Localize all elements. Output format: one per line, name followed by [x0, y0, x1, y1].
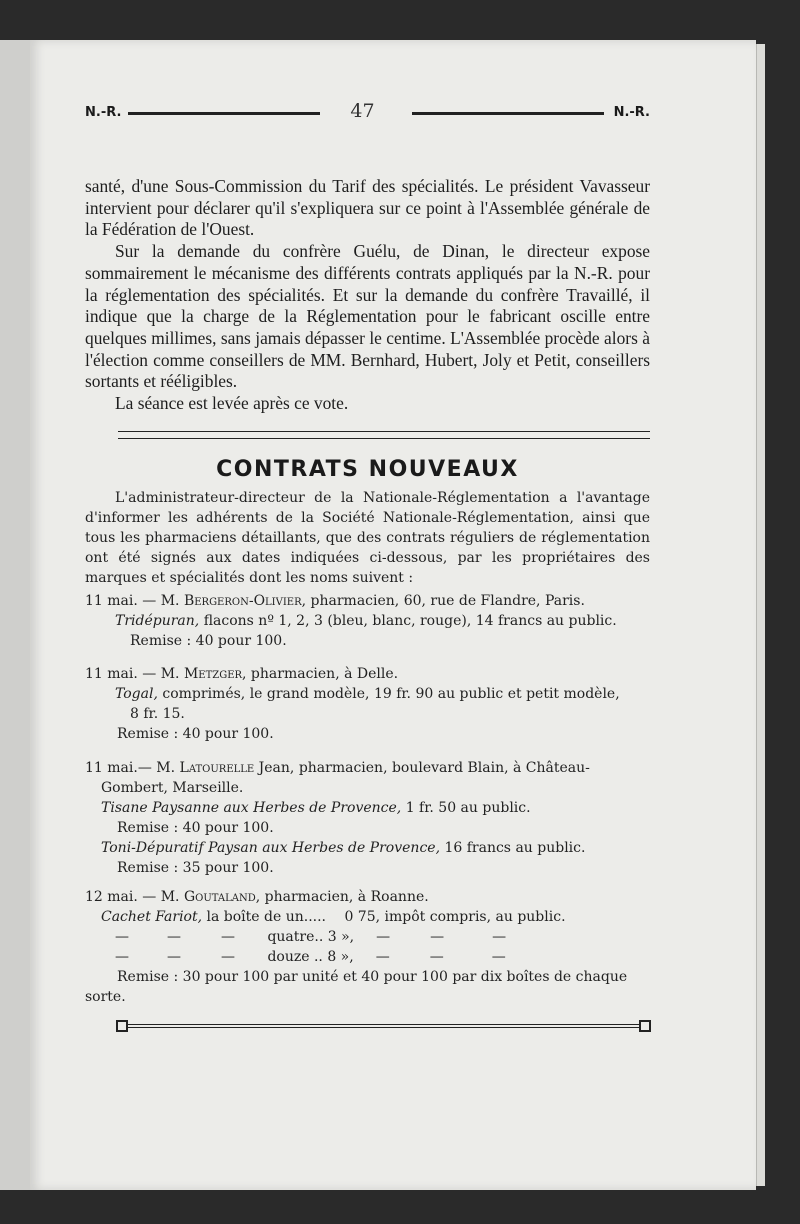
product-name: Cachet Fariot,	[101, 909, 203, 925]
remise: Remise : 40 pour 100.	[130, 633, 287, 649]
entry-name: Bergeron-Olivier	[183, 593, 302, 609]
page-stack-edge	[756, 44, 765, 1186]
ditto-dash: —	[375, 949, 390, 965]
price-row-label: quatre..	[267, 929, 324, 945]
ditto-dash: —	[115, 929, 129, 945]
product-detail: flacons nº 1, 2, 3 (bleu, blanc, rouge), 14 francs au public.	[199, 613, 617, 629]
ditto-dash: —	[492, 929, 507, 945]
header-left-label: N.-R.	[85, 105, 122, 120]
entry-name: Goutaland	[183, 889, 256, 905]
entry-date: 12 mai. — M.	[85, 889, 180, 905]
header-right-label: N.-R.	[613, 105, 650, 120]
entry-name: Latourelle	[179, 760, 255, 776]
entry-date: 11 mai. — M.	[85, 666, 180, 682]
ditto-dash: —	[491, 949, 506, 965]
price-value: 8 »,	[327, 949, 354, 965]
facing-page-edge	[0, 40, 31, 1190]
contract-entry	[85, 664, 650, 744]
product-name: Tridépuran,	[115, 613, 200, 629]
entry-detail: , pharmacien, à Roanne.	[255, 889, 429, 905]
remise-cont: sorte.	[85, 989, 126, 1005]
product-detail: 16 francs au public.	[440, 840, 586, 856]
section-divider	[118, 438, 650, 439]
intro-text	[85, 176, 650, 415]
price-note: impôt compris, au public.	[384, 909, 566, 925]
ditto-dash: —	[221, 949, 235, 965]
price-row-label: douze ..	[267, 949, 323, 965]
intro-paragraph: La séance est levée après ce vote.	[115, 393, 349, 414]
entry-date: 11 mai.— M.	[85, 760, 176, 776]
product-detail: 1 fr. 50 au public.	[401, 800, 531, 816]
price-value: 3 »,	[327, 929, 355, 945]
ditto-dash: —	[167, 929, 181, 945]
remise: Remise : 35 pour 100.	[117, 860, 274, 876]
entry-name: Metzger	[183, 666, 243, 682]
header-rule-left	[128, 112, 320, 115]
page-number: 47	[350, 100, 375, 122]
product-detail-cont: 8 fr. 15.	[130, 706, 185, 722]
ditto-dash: —	[430, 929, 445, 945]
ditto-dash: —	[221, 929, 235, 945]
header-rule-right	[412, 112, 604, 115]
contract-entry	[85, 591, 650, 651]
intro-paragraph: Sur la demande du confrère Guélu, de Dinan, le directeur expose sommairement le mécanisme des différents contrats appliqués par la N.-R. pour la réglementation des spécialités. Et sur la demande du confrère Travaillé, il indique que la charge de la Réglementation pour le fabricant oscille entre quelques millimes, sans jamais dépasser le centime. L'Assemblée procède alors à l'élection comme conseillers de MM. Bernhard, Hubert, Joly et Petit, conseillers sortants et rééligibles.	[85, 241, 650, 392]
footer-rule	[116, 1020, 651, 1032]
entry-detail: Jean, pharmacien, boulevard Blain, à Château-	[254, 760, 590, 776]
ditto-dash: —	[429, 949, 444, 965]
ditto-dash: —	[376, 929, 391, 945]
entry-date: 11 mai. — M.	[85, 593, 180, 609]
price-value: 0 75,	[344, 909, 381, 925]
section-title: CONTRATS NOUVEAUX	[216, 457, 519, 482]
remise: Remise : 40 pour 100.	[117, 820, 274, 836]
product-name: Tisane Paysanne aux Herbes de Provence,	[101, 800, 402, 816]
price-row-label: la boîte de un.....	[202, 909, 326, 925]
lead-paragraph: L'administrateur-directeur de la Nationale-Réglementation a l'avantage d'informer les adhérents de la Société Nationale-Réglementation, ainsi que tous les pharmaciens détaillants, que des contrats réguliers de réglementation ont été signés aux dates indiquées ci-dessous, par les propriétaires des marques et spécialités dont les noms suivent :	[85, 490, 650, 586]
product-name: Togal,	[115, 686, 158, 702]
entry-detail: , pharmacien, 60, rue de Flandre, Paris.	[301, 593, 585, 609]
product-detail: comprimés, le grand modèle, 19 fr. 90 au public et petit modèle,	[157, 686, 620, 702]
entry-detail: , pharmacien, à Delle.	[242, 666, 399, 682]
contract-entry	[85, 758, 650, 878]
contract-entry	[85, 887, 650, 1007]
ditto-dash: —	[167, 949, 181, 965]
ditto-dash: —	[115, 949, 129, 965]
intro-paragraph: santé, d'une Sous-Commission du Tarif des spécialités. Le président Vavasseur intervient pour déclarer qu'il s'expliquera sur ce point à l'Assemblée générale de la Fédération de l'Ouest.	[85, 176, 650, 240]
product-name: Toni-Dépuratif Paysan aux Herbes de Provence,	[101, 840, 441, 856]
running-header	[85, 98, 650, 128]
section-divider	[118, 431, 650, 432]
remise: Remise : 40 pour 100.	[117, 726, 274, 742]
entry-detail-cont: Gombert, Marseille.	[101, 780, 244, 796]
remise: Remise : 30 pour 100 par unité et 40 pour 100 par dix boîtes de chaque	[117, 969, 628, 985]
lead-text	[85, 488, 650, 588]
